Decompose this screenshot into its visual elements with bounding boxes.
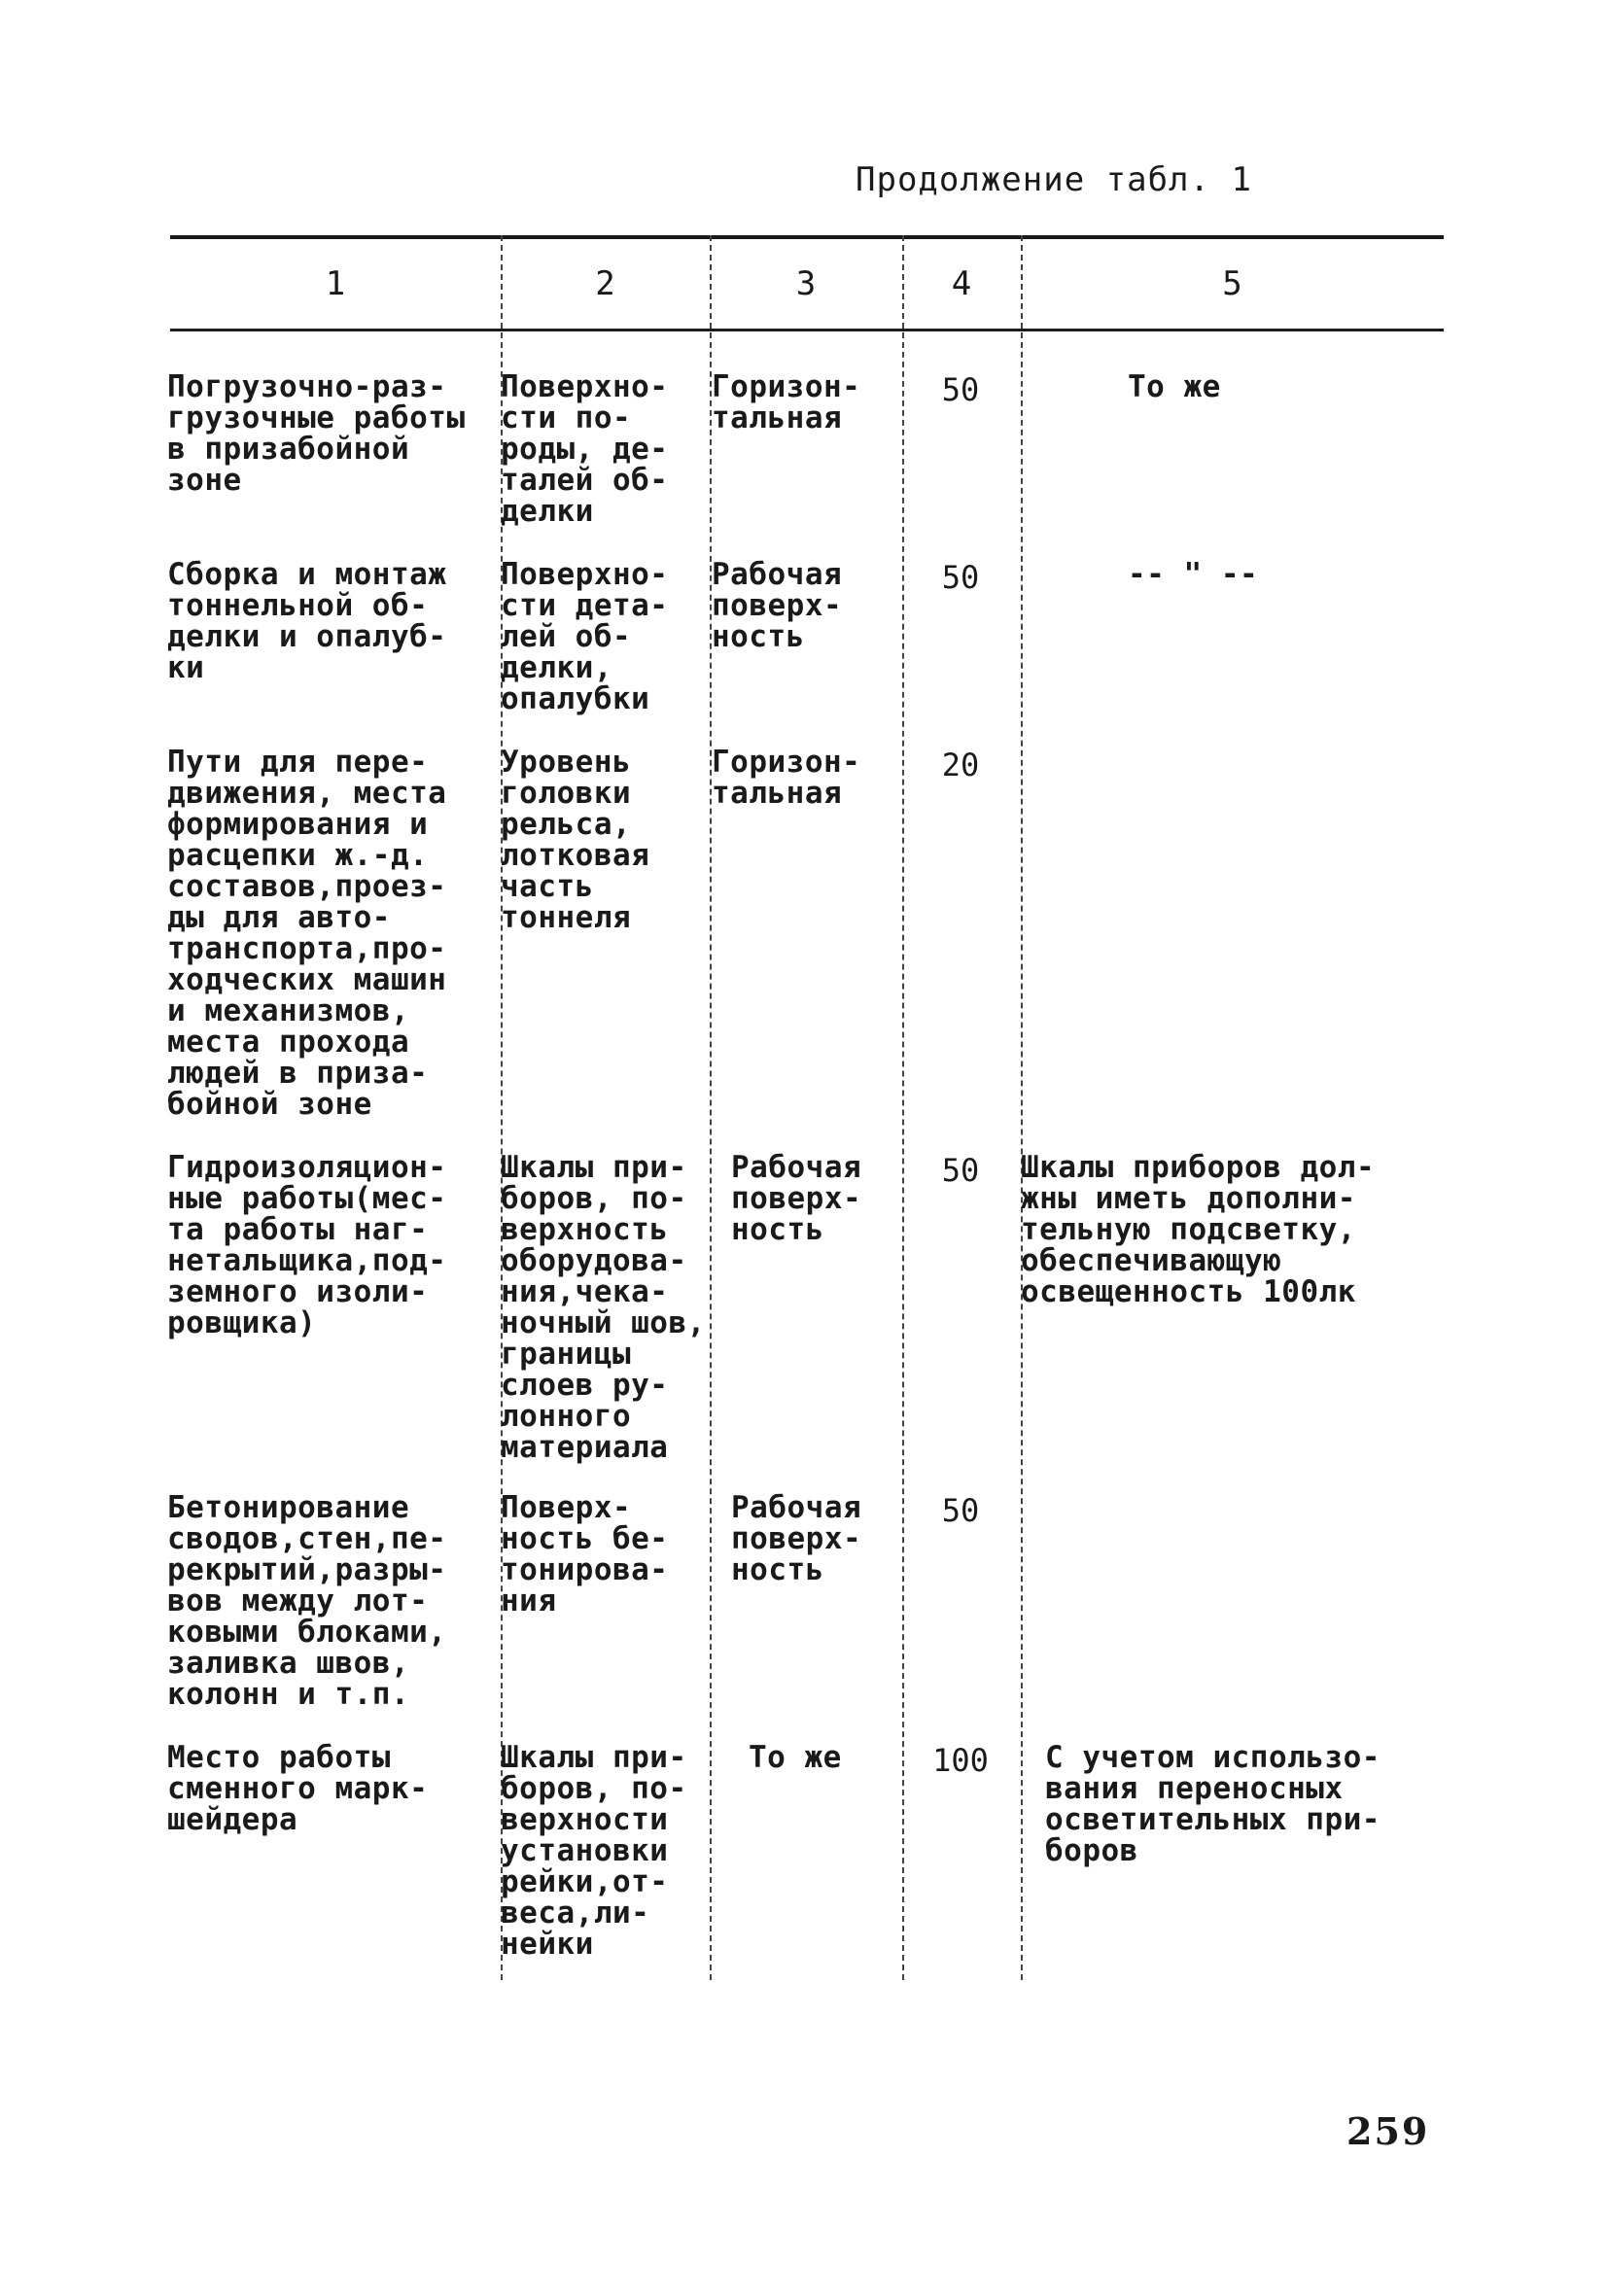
column-header-4: 4 (951, 264, 972, 303)
column-divider (902, 235, 904, 1980)
row-2-plane: Рабочая поверх- ность (712, 557, 843, 654)
row-5-surface: Поверх- ность бе- тонирова- ния (501, 1490, 669, 1618)
row-6-work-type: Место работы сменного марк- шейдера (167, 1740, 429, 1837)
row-5-plane: Рабочая поверх- ность (731, 1490, 862, 1587)
row-4-illuminance: 50 (941, 1152, 980, 1189)
row-6-note: С учетом использо- вания переносных осветительных при- боров (1045, 1740, 1381, 1868)
row-3-work-type: Пути для пере- движения, места формирования и расцепки ж.-д. составов,проез- ды для авто- транспорта,про- ходческих машин и механизмов, места прохода людей в приза- бойной зоне (167, 745, 447, 1122)
row-2-illuminance: 50 (941, 559, 980, 596)
row-6-surface: Шкалы при- боров, по- верхности установки рейки,от- веса,ли- нейки (501, 1740, 687, 1962)
row-6-plane: То же (749, 1740, 842, 1775)
table-top-rule (170, 235, 1444, 239)
row-1-work-type: Погрузочно-раз- грузочные работы в призабойной зоне (167, 369, 466, 498)
row-4-plane: Рабочая поверх- ность (731, 1150, 862, 1247)
row-4-work-type: Гидроизоляцион- ные работы(мес- та работы наг- нетальщика,под- земного изоли- ровщика) (167, 1150, 447, 1340)
row-2-surface: Поверхно- сти дета- лей об- делки, опалубки (501, 557, 669, 716)
row-5-work-type: Бетонирование сводов,стен,пе- рекрытий,разры- вов между лот- ковыми блоками, заливка швов, колонн и т.п. (167, 1490, 447, 1712)
row-3-plane: Горизон- тальная (712, 745, 861, 811)
row-2-note: -- " -- (1128, 557, 1259, 592)
row-4-note: Шкалы приборов дол- жны иметь дополни- тельную подсветку, обеспечивающую освещенность 100лк (1021, 1150, 1376, 1309)
table-caption: Продолжение табл. 1 (856, 160, 1252, 199)
row-1-plane: Горизон- тальная (712, 369, 861, 435)
row-1-illuminance: 50 (941, 371, 980, 408)
column-header-1: 1 (325, 264, 346, 303)
row-6-illuminance: 100 (932, 1742, 989, 1779)
column-header-3: 3 (795, 264, 817, 303)
row-4-surface: Шкалы при- боров, по- верхность оборудова- ния,чека- ночный шов, границы слоев ру- лонного материала (501, 1150, 706, 1465)
row-3-illuminance: 20 (941, 747, 980, 783)
column-divider (710, 235, 712, 1980)
column-divider (1021, 235, 1023, 1980)
column-header-5: 5 (1222, 264, 1242, 303)
row-3-surface: Уровень головки рельса, лотковая часть тоннеля (501, 745, 650, 935)
row-5-illuminance: 50 (941, 1492, 980, 1529)
header-bottom-rule (170, 329, 1444, 331)
row-2-work-type: Сборка и монтаж тоннельной об- делки и опалуб- ки (167, 557, 447, 685)
row-1-note: То же (1128, 369, 1221, 404)
row-1-surface: Поверхно- сти по- роды, де- талей об- делки (501, 369, 669, 529)
column-header-2: 2 (595, 264, 615, 303)
page-number: 259 (1346, 2109, 1430, 2153)
